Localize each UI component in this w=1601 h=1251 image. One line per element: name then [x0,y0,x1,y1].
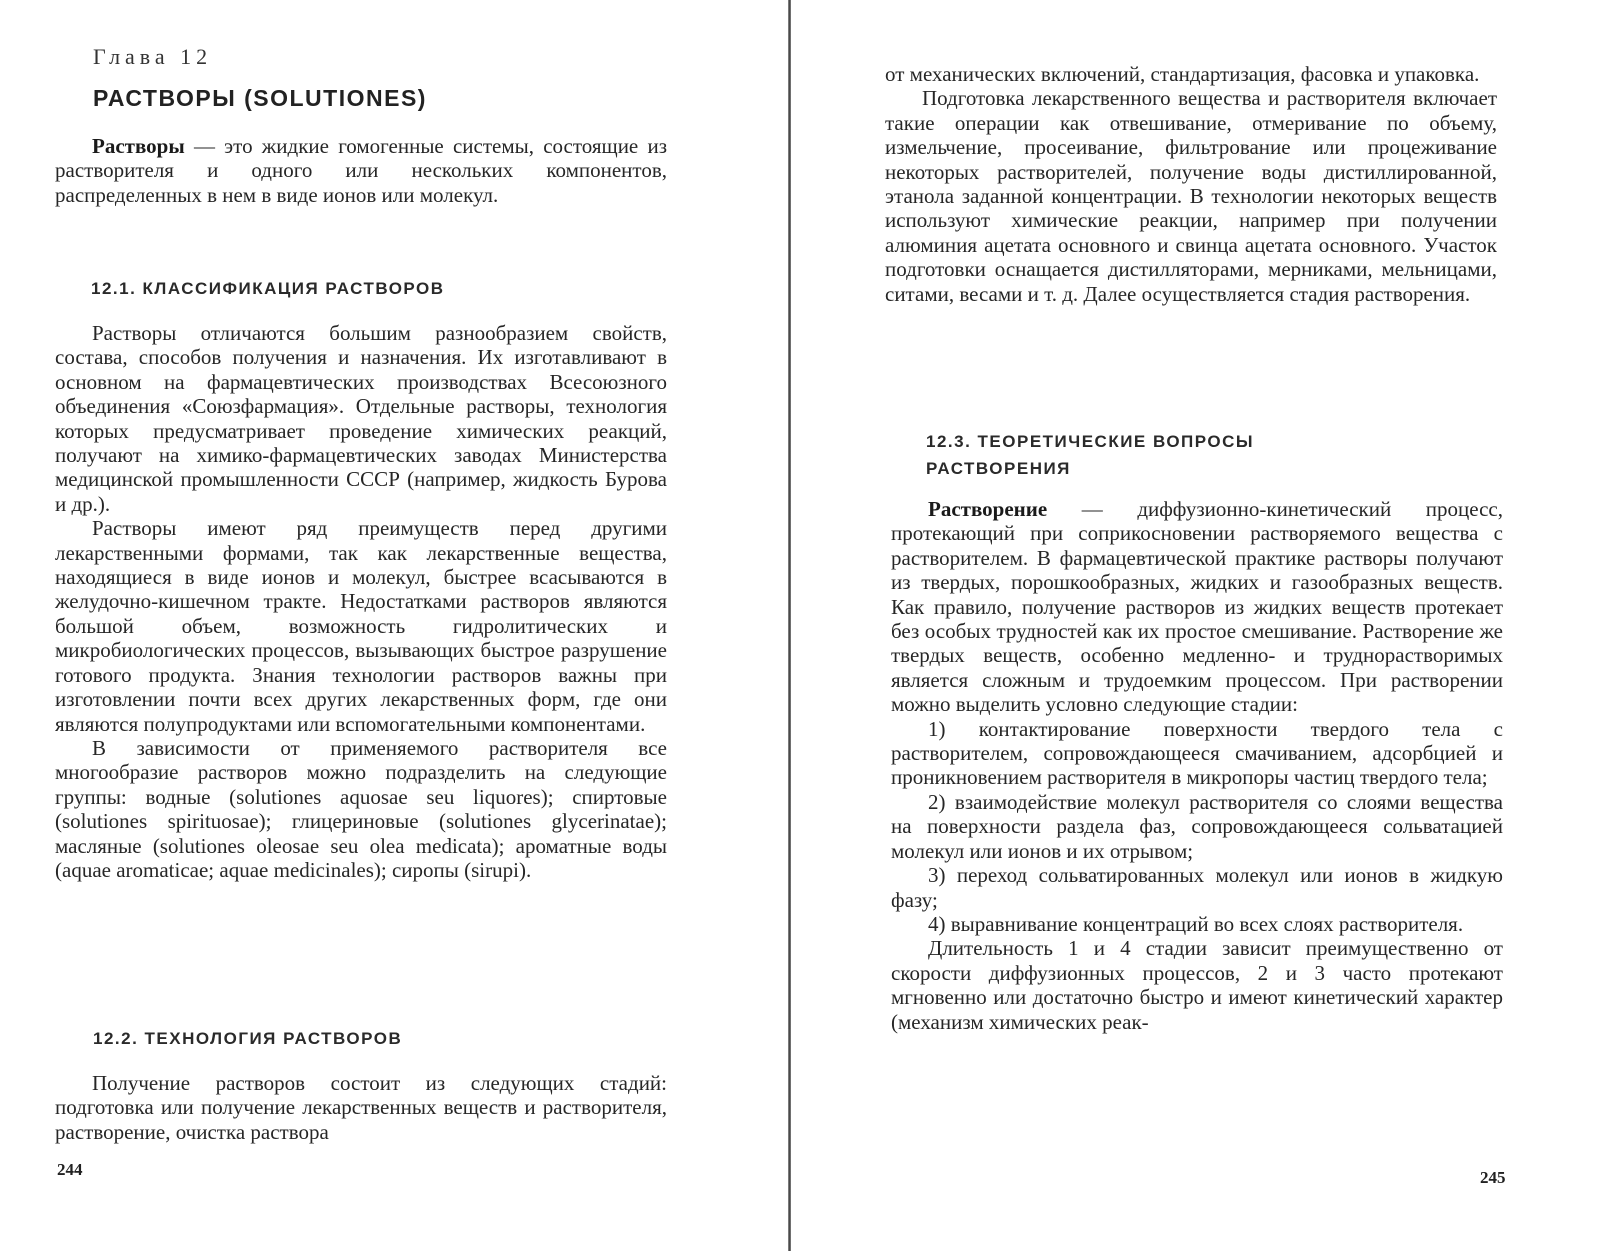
intro-block [55,134,667,207]
section-1-paragraph: Растворы отличаются большим разнообразием свойств, состава, способов получения и назначения. Их изготавливают в основном на фармацевтических производствах Всесоюзного объединения «Союзфармация». Отдельные растворы, технология которых предусматривает проведение химических реакций, получают на химико-фармацевтических заводах Министерства медицинской промышленности СССР (например, жидкость Бурова и др.). [55,321,667,516]
section-2-paragraph-right: Подготовка лекарственного вещества и растворителя включает такие операции как отвешивание, отмеривание по объему, измельчение, просеивание, фильтрование или процеживание некоторых растворителей, получение воды дистиллированной, этанола заданной концентрации. В технологии некоторых веществ используют химические реакции, например при получении алюминия ацетата основного и свинца ацетата основного. Участок подготовки оснащается дистилляторами, мерниками, мельницами, ситами, весами и т. д. Далее осуществляется стадия растворения. [885,86,1497,306]
section-1-body [55,321,667,882]
section-3-heading [926,428,1254,482]
section-3-intro [891,497,1503,717]
chapter-label: Глава 12 [93,44,213,69]
chapter-title: РАСТВОРЫ (SOLUTIONES) [93,85,427,111]
section-3-heading-line-1: 12.3. ТЕОРЕТИЧЕСКИЕ ВОПРОСЫ [926,432,1255,451]
section-3-intro-text: — диффузионно-кинетический процесс, протекающий при соприкосновении растворяемого вещества с растворителем. В фармацевтической практике растворы получают из твердых, порошкообразных, жидких и газообразных веществ. Как правило, получение растворов из жидких веществ протекает без особых трудностей как их простое смешивание. Растворение же твердых веществ, особенно медленно- и труднорастворимых является сложным и трудоемким процессом. При растворении можно выделить условно следующие стадии: [891,497,1503,717]
stage-item: 3) переход сольватированных молекул или ионов в жидкую фазу; [891,863,1503,912]
stage-item: 4) выравнивание концентраций во всех слоях растворителя. [928,911,1464,936]
page-number-left: 244 [57,1160,83,1179]
section-1-paragraph: В зависимости от применяемого растворителя все многообразие растворов можно подразделить на следующие группы: водные (solutiones aquosae seu liquores); спиртовые (solutiones spirituosae); глицериновые (solutiones glycerinatae); масляные (solutiones oleosae seu olea medicata); ароматные воды (aquae aromaticae; aquae medicinales); сиропы (sirupi). [55,735,667,882]
section-2-heading: 12.2. ТЕХНОЛОГИЯ РАСТВОРОВ [93,1029,403,1048]
stage-item: 2) взаимодействие молекул растворителя со слоями вещества на поверхности раздела фаз, сопровождающееся сольватацией молекул или ионов и их отрывом; [891,789,1503,863]
section-2-body-left [55,1071,667,1144]
stage-item: 1) контактирование поверхности твердого тела с растворителем, сопровождающееся смачиванием, адсорбцией и проникновением растворителя в микропоры частиц твердого тела; [891,716,1503,790]
intro-text: — это жидкие гомогенные системы, состоящие из растворителя и одного или нескольких компонентов, распределенных в нем в виде ионов или молекул. [55,134,667,207]
section-2-paragraph: Получение растворов состоит из следующих стадий: подготовка или получение лекарственных веществ и растворителя, растворение, очистка раствора [55,1071,667,1144]
right-top-block [885,62,1497,306]
intro-paragraph [55,134,667,207]
page-number-right: 245 [1480,1168,1506,1187]
closing-paragraph: Длительность 1 и 4 стадии зависит преимущественно от скорости диффузионных процессов, 2 и 3 часто протекают мгновенно или достаточно быстро и имеют кинетический характер (механизм химических реак- [891,936,1503,1034]
section-3-body [891,497,1503,1034]
continuation-text: от механических включений, стандартизация, фасовка и упаковка. [885,62,1480,86]
intro-term: Растворы [92,134,185,158]
section-1-heading: 12.1. КЛАССИФИКАЦИЯ РАСТВОРОВ [91,279,445,298]
section-3-term: Растворение [928,497,1048,521]
right-page [792,0,1601,1251]
section-1-paragraph: Растворы имеют ряд преимуществ перед другими лекарственными формами, так как лекарственные вещества, находящиеся в виде ионов и молекул, быстрее всасываются в желудочно-кишечном тракте. Недостатками растворов являются большой объем, возможность гидролитических и микробиологических процессов, вызывающих быстрое разрушение готового продукта. Знания технологии растворов важны при изготовлении почти всех других лекарственных форм, где они являются полупродуктами или вспомогательными компонентами. [55,516,667,736]
left-page [0,0,790,1251]
book-spine [788,0,791,1251]
section-3-heading-line-2: РАСТВОРЕНИЯ [926,459,1071,478]
